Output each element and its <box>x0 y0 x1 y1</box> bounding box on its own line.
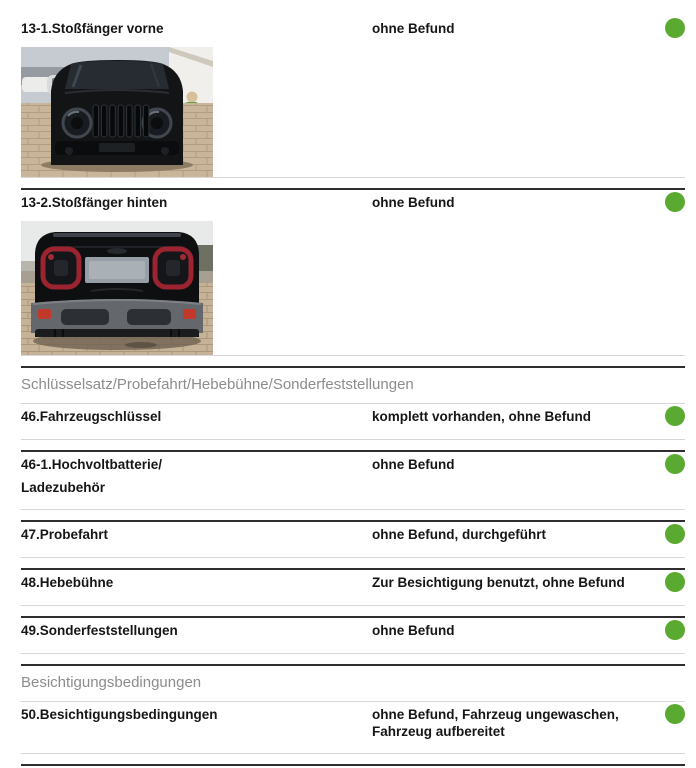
report-row-49 <box>21 616 685 654</box>
item-label-line2: Ladezubehör <box>21 480 106 495</box>
report-row-48 <box>21 568 685 606</box>
report-row-13-1 <box>21 16 685 178</box>
item-label: 13-1.Stoßfänger vorne <box>21 21 164 36</box>
report-row-46 <box>21 404 685 440</box>
photo-rear-bumper[interactable] <box>21 221 213 355</box>
finding-text: ohne Befund, Fahrzeug ungewaschen, Fahrzeug aufbereitet <box>372 707 619 739</box>
item-label-line1: 46-1.Hochvoltbatterie/ <box>21 457 163 472</box>
status-dot-ok <box>665 192 685 212</box>
status-dot-ok <box>665 572 685 592</box>
report-row-13-2 <box>21 188 685 356</box>
finding-text: komplett vorhanden, ohne Befund <box>372 409 592 424</box>
status-dot-ok <box>665 18 685 38</box>
status-dot-ok <box>665 620 685 640</box>
status-dot-ok <box>665 454 685 474</box>
item-label: 46.Fahrzeugschlüssel <box>21 409 162 424</box>
item-label: 49.Sonderfeststellungen <box>21 623 178 638</box>
item-label: 13-2.Stoßfänger hinten <box>21 195 168 210</box>
report-row-47 <box>21 520 685 558</box>
report-row-46-1 <box>21 450 685 510</box>
table-end-line <box>21 764 685 766</box>
photo-front-bumper[interactable] <box>21 47 213 177</box>
report-row-50 <box>21 702 685 754</box>
item-label <box>21 456 372 496</box>
section-header-besichtigungsbedingungen: Besichtigungsbedingungen <box>21 664 685 702</box>
finding-text: ohne Befund <box>372 457 455 472</box>
item-label: 48.Hebebühne <box>21 575 114 590</box>
section-header-schluesselsatz: Schlüsselsatz/Probefahrt/Hebebühne/Sonderfeststellungen <box>21 366 685 404</box>
status-dot-ok <box>665 524 685 544</box>
finding-text: ohne Befund, durchgeführt <box>372 527 546 542</box>
finding-text: ohne Befund <box>372 21 455 36</box>
item-label: 50.Besichtigungsbedingungen <box>21 707 218 722</box>
finding-text: Zur Besichtigung benutzt, ohne Befund <box>372 575 625 590</box>
finding-text: ohne Befund <box>372 623 455 638</box>
finding-text: ohne Befund <box>372 195 455 210</box>
status-dot-ok <box>665 406 685 426</box>
item-label: 47.Probefahrt <box>21 527 109 542</box>
status-dot-ok <box>665 704 685 724</box>
